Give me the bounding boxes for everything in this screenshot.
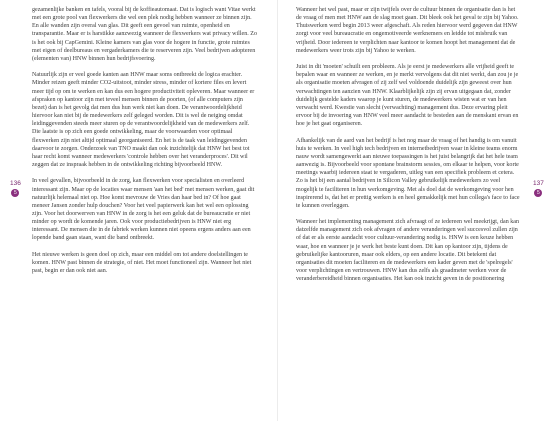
left-page-marker — [10, 180, 21, 197]
right-paragraph-2: Juist in dit 'moeten' schuilt een probleem. Als je eerst je medewerkers alle vrijheid geeft te bepalen waar en wanneer ze werken, en je merkt vervolgens dat dit niet werkt, dan zou je je als organisatie moeten afvragen of zij zelf wel voldoende duidelijk zijn geweest over hun verwachtingen ten aanzien van HNW. Klaarblijkelijk zijn zij ervan uitgegaan dat, zonder duidelijk gestelde kaders waarop je kunt sturen, de medewerkers wisten wat er van hen verwacht werd. Kwestie van slecht (verwachting) management dus. Deze ervaring pleit ervoor bij de invoering van HNW veel meer aandacht te besteden aan de menskant ervan en hoe je het gaat organiseren. — [296, 64, 519, 128]
right-paragraph-4: Wanneer het implementing management zich afvraagt of ze iedereen wel meekrijgt, dan kan datzelfde management zich ook afvragen of andere veranderingen wel succesvol zullen zijn of dat er als eerste aandacht voor cultuur-verandering nodig is. HNW is een keuze hebben waar, hoe en wanneer je je werk het beste kunt doen. Dit kan op kantoor zijn, tijdens de gebruikelijke kantooruren, maar ook elders, op een andere locatie. Dit betekent dat organisaties dit moeten faciliteren en de medewerkers een kader geven met de 'spelregels' voor verplichtingen en vertrouwen. HNW kan dus zelfs als graadmeter werken voor de veranderbereidheid binnen organisaties. Het kan ook inzicht geven in de positionering — [296, 219, 519, 283]
page-gutter — [277, 0, 278, 421]
left-chapter-badge: 5 — [11, 189, 19, 197]
left-paragraph-1: gezamenlijke banken en tafels, vooral bij de koffieautomaat. Dat is logisch want Vitae werkt met een grote pool van flexwerkers die wel een plek nodig hebben wanneer ze binnen zijn. En alle wanden zijn overal van glas. Dit geeft een gevoel van ruimte, openheid en transparantie. Maar er is harstikke aanzwezig wanneer de flexwerkers wat privacy willen. Zo is het ook bij CapGemini. Kleine kamers van glas voor de hogere in functie, grote ruimtes met eigen of deelbureaus en vergaderkamers die te reserveren zijn. Veel bedrijven adopteren (elementen van) HNW binnen hun bedrijfsvoering. — [32, 7, 257, 62]
right-chapter-badge: 5 — [534, 189, 542, 197]
right-paragraph-3: Afhankelijk van de aard van het bedrijf is het nog maar de vraag of het handig is om vanuit huis te werken. In veel high tech bedrijven en internetbedrijven waar in kleine teams enorm nauw wordt samengewerkt aan nieuwe toepassingen is het juist belangrijk dat het hele team aanwezig is. Bijvoorbeeld voor spontane brainstorm sessies, om elkaar te helpen, voor korte meetings waarbij iedereen staat te vergaderen, uitleg van een specifiek probleem et cetera. Zo is het bij een aantal bedrijven in Silicon Valley gebruikelijk medewerkers zo veel mogelijk te faciliteren in hun werkomgeving. Met als doel dat de werkomgeving voor hen inspirerend is, dat het er prettig werken is en heel gemakkelijk met hun collega's face to face te kunnen overleggen. — [296, 137, 520, 209]
right-page-number: 137 — [533, 180, 544, 187]
right-paragraph-1: Wanneer het wel past, maar er zijn twijfels over de cultuur binnen de organisatie dan is het de vraag of men met HNW aan de slag moet gaan. Dit bleek ook het geval te zijn bij Yahoo. Thuiswerken werd begin 2013 weer afgeschaft. Als reden hiervoor werd gegeven dat HNW zorgt voor veel bureaucratie en ongemotiveerde werknemers en leidde tot misbruik van vrijheid. Door iedereen te verplichten naar kantoor te komen hoopt het management dat de medewerkers weer trots zijn bij Yahoo te werken. — [296, 7, 519, 54]
left-paragraph-3: In veel gevallen, bijvoorbeeld in de zorg, kan flexwerken voor specialisten en overleerd interessant zijn. Maar op de locaties waar mensen 'aan het bed' met mensen werken, gaat dit natuurlijk helemaal niet op. Hoe komt mevrouw de Vries dan haar bed in? Of hoe gaat meneer Jansen zonder hulp douchen? Voor het veel papierwerk kan het wel een oplossing zijn. Voor het doorwerven van HNW in de zorg is het een geluk dat de bureaucratie er niet minder op wordt de komende jaren. Ook voor productiebedrijven is HNW niet erg interessant. De mensen die in de fabriek werken kunnen niet opeens ergens anders aan een lopende band gaan staan, want die band ontbreekt. — [32, 178, 255, 242]
left-paragraph-2: Natuurlijk zijn er veel goede kanten aan HNW maar soms ontbreekt de logica erachter. Minder reizen geeft minder CO2-uitstoot, minder stress, minder of kortere files en levert meer tijd op om te werken en kan dus een hogere productiviteit opleveren. Maar wanneer er afspraken op kantoor zijn met teveel mensen binnen de poorten, (of alle computers zijn bezet) dan is het gevolg dat men dus hun werk niet kan doen. De verantwoordelijkheid hiervoor kan niet bij de medewerkers zelf geleged worden. Dit is wel de neiging omdat leidinggevenden steeds meer sturen op de verantwoordelijkheid van de medewerkers zelf. Die laatste is op zich een goede ontwikkeling, maar de voorwaarden voor optimaal flexwerken zijn niet altijd optimaal georganiseerd. En het is de taak van leidinggevenden daarvoor te zorgen. Onderzoek van TNO maakt dan ook inzichtelijk dat HNW het best tot haar recht komt wanneer medewerkers 'controle hebben over het veranderproces'. Dit wil zeggen dat ze inspraak hebben in de ontwikkeling richting bijvoorbeeld HNW. — [32, 72, 255, 168]
right-page-body — [296, 6, 520, 283]
left-page-number: 136 — [10, 180, 21, 187]
right-page-marker — [533, 180, 544, 197]
left-paragraph-4: Het nieuwe werken is geen doel op zich, maar een middel om tot andere doelstellingen te komen. HNW past binnen de strategie, of niet. Het moet functioneel zijn. Wanneer het niet past, begin er dan ook niet aan. — [32, 251, 252, 275]
left-page-body — [32, 6, 258, 275]
